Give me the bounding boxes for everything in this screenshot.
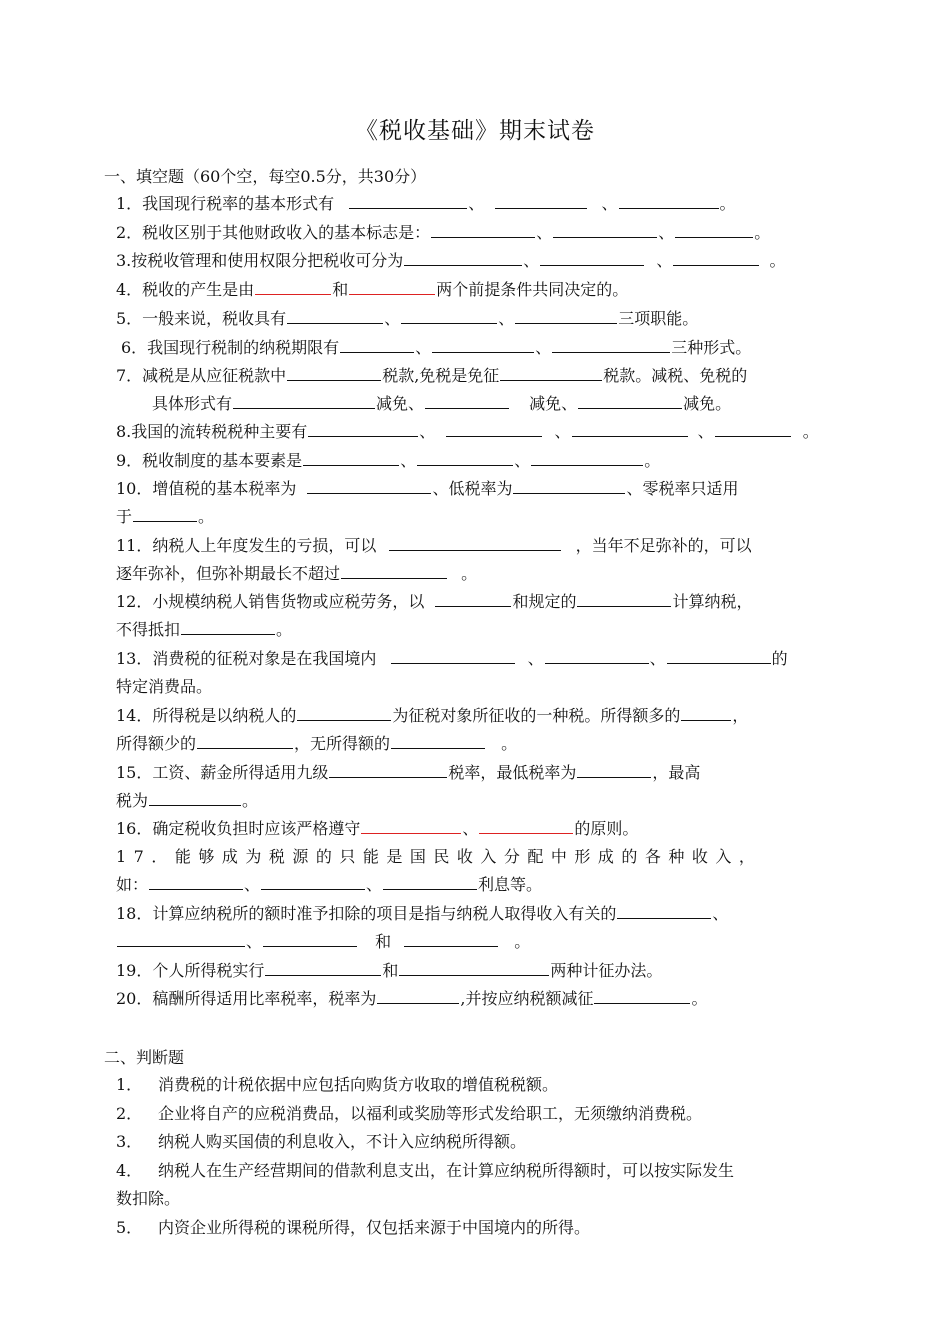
blank[interactable] [255, 279, 331, 295]
blank[interactable] [361, 818, 461, 834]
blank[interactable] [197, 733, 293, 749]
blank[interactable] [404, 931, 498, 947]
tf-item-1: 1． 消费税的计税依据中应包括向购货方收取的增值税税额。 [116, 1075, 559, 1094]
question-5: 5．一般来说，税收具有 、 、 三项职能。 [116, 309, 699, 328]
blank[interactable] [341, 563, 447, 579]
question-13-cont: 特定消费品。 [116, 677, 213, 696]
blank[interactable] [515, 308, 617, 324]
blank[interactable] [577, 591, 671, 607]
section-2-heading: 二、判断题 [104, 1048, 185, 1067]
blank[interactable] [303, 450, 399, 466]
blank[interactable] [513, 478, 625, 494]
question-9: 9．税收制度的基本要素是 、 、 。 [116, 451, 661, 470]
blank[interactable] [531, 450, 643, 466]
blank[interactable] [673, 250, 759, 266]
section-1-heading: 一、填空题（60个空，每空0.5分，共30分） [104, 167, 427, 186]
blank[interactable] [391, 648, 515, 664]
blank[interactable] [675, 222, 753, 238]
blank[interactable] [617, 903, 711, 919]
question-10-cont: 于 。 [116, 507, 215, 526]
blank[interactable] [329, 762, 447, 778]
question-12: 12．小规模纳税人销售货物或应税劳务，以 和规定的 计算纳税， [116, 592, 753, 611]
blank[interactable] [619, 193, 719, 209]
question-12-cont: 不得抵扣 。 [116, 620, 293, 639]
question-13: 13．消费税的征税对象是在我国境内 、 、 的 [116, 649, 788, 668]
question-11: 11．纳税人上年度发生的亏损，可以 ，当年不足弥补的，可以 [116, 536, 752, 555]
blank[interactable] [349, 279, 435, 295]
blank[interactable] [681, 705, 731, 721]
tf-item-4-cont: 数扣除。 [116, 1189, 181, 1208]
blank[interactable] [401, 308, 497, 324]
blank[interactable] [715, 421, 791, 437]
blank[interactable] [399, 960, 549, 976]
blank[interactable] [340, 337, 414, 353]
question-7: 7．减税是从应征税款中 税款,免税是免征 税款。减税、免税的 [116, 366, 748, 385]
blank[interactable] [432, 337, 534, 353]
blank[interactable] [349, 193, 467, 209]
question-11-cont: 逐年弥补，但弥补期最长不超过 。 [116, 564, 478, 583]
blank[interactable] [287, 308, 383, 324]
blank[interactable] [377, 988, 459, 1004]
blank[interactable] [287, 365, 381, 381]
blank[interactable] [133, 506, 197, 522]
blank[interactable] [297, 705, 391, 721]
blank[interactable] [391, 733, 485, 749]
blank[interactable] [149, 790, 241, 806]
blank[interactable] [545, 648, 649, 664]
tf-item-3: 3． 纳税人购买国债的利息收入，不计入应纳税所得额。 [116, 1132, 527, 1151]
blank[interactable] [500, 365, 602, 381]
blank[interactable] [233, 393, 375, 409]
question-17: 17．能够成为税源的只能是国民收入分配中形成的各种收入， [116, 847, 763, 866]
blank[interactable] [446, 421, 542, 437]
question-14-cont: 所得额少的 ，无所得额的 。 [116, 734, 518, 753]
question-15: 15．工资、薪金所得适用九级 税率，最低税率为 ，最高 [116, 763, 701, 782]
blank[interactable] [667, 648, 771, 664]
blank[interactable] [181, 619, 275, 635]
blank[interactable] [389, 535, 561, 551]
blank[interactable] [435, 591, 511, 607]
blank[interactable] [117, 931, 245, 947]
tf-item-5: 5． 内资企业所得税的课税所得，仅包括来源于中国境内的所得。 [116, 1218, 591, 1237]
blank[interactable] [552, 337, 670, 353]
tf-item-4: 4． 纳税人在生产经营期间的借款利息支出，在计算应纳税所得额时，可以按实际发生 [116, 1161, 735, 1180]
blank[interactable] [425, 393, 509, 409]
question-16: 16．确定税收负担时应该严格遵守 、 的原则。 [116, 819, 639, 838]
question-19: 19．个人所得税实行 和 两种计征办法。 [116, 961, 663, 980]
question-10: 10．增值税的基本税率为 、低税率为 、零税率只适用 [116, 479, 739, 498]
blank[interactable] [261, 874, 365, 890]
blank[interactable] [479, 818, 573, 834]
question-7-cont: 具体形式有 减免、 减免、 减免。 [152, 394, 732, 413]
blank[interactable] [149, 874, 243, 890]
blank[interactable] [572, 421, 688, 437]
question-17-cont: 如： 、 、 利息等。 [116, 875, 543, 894]
tf-item-2: 2． 企业将自产的应税消费品，以福利或奖励等形式发给职工，无须缴纳消费税。 [116, 1104, 703, 1123]
blank[interactable] [553, 222, 657, 238]
question-2: 2．税收区别于其他财政收入的基本标志是： 、 、 。 [116, 223, 771, 242]
question-6: 6．我国现行税制的纳税期限有 、 、 三种形式。 [121, 338, 752, 357]
blank[interactable] [308, 421, 418, 437]
question-15-cont: 税为 。 [116, 791, 259, 810]
question-14: 14．所得税是以纳税人的 为征税对象所征收的一种税。所得额多的 ， [116, 706, 749, 725]
question-20: 20．稿酬所得适用比率税率，税率为 ,并按应纳税额减征 。 [116, 989, 708, 1008]
blank[interactable] [578, 393, 682, 409]
blank[interactable] [307, 478, 431, 494]
blank[interactable] [577, 762, 651, 778]
question-3: 3.按税收管理和使用权限分把税收可分为 、 、 。 [116, 251, 786, 270]
blank[interactable] [263, 931, 357, 947]
blank[interactable] [495, 193, 587, 209]
blank[interactable] [594, 988, 690, 1004]
blank[interactable] [540, 250, 644, 266]
question-8: 8.我国的流转税税种主要有 、 、 、 。 [116, 422, 819, 441]
blank[interactable] [265, 960, 381, 976]
blank[interactable] [431, 222, 535, 238]
question-18-cont: 、 和 。 [116, 931, 846, 953]
question-1: 1．我国现行税率的基本形式有 、 、 。 [116, 194, 736, 213]
page-title: 《税收基础》期末试卷 [355, 118, 595, 144]
blank[interactable] [417, 450, 513, 466]
question-4: 4．税收的产生是由 和 两个前提条件共同决定的。 [116, 280, 629, 299]
blank[interactable] [404, 250, 522, 266]
question-18: 18．计算应纳税所的额时准予扣除的项目是指与纳税人取得收入有关的 、 [116, 904, 729, 923]
blank[interactable] [383, 874, 477, 890]
